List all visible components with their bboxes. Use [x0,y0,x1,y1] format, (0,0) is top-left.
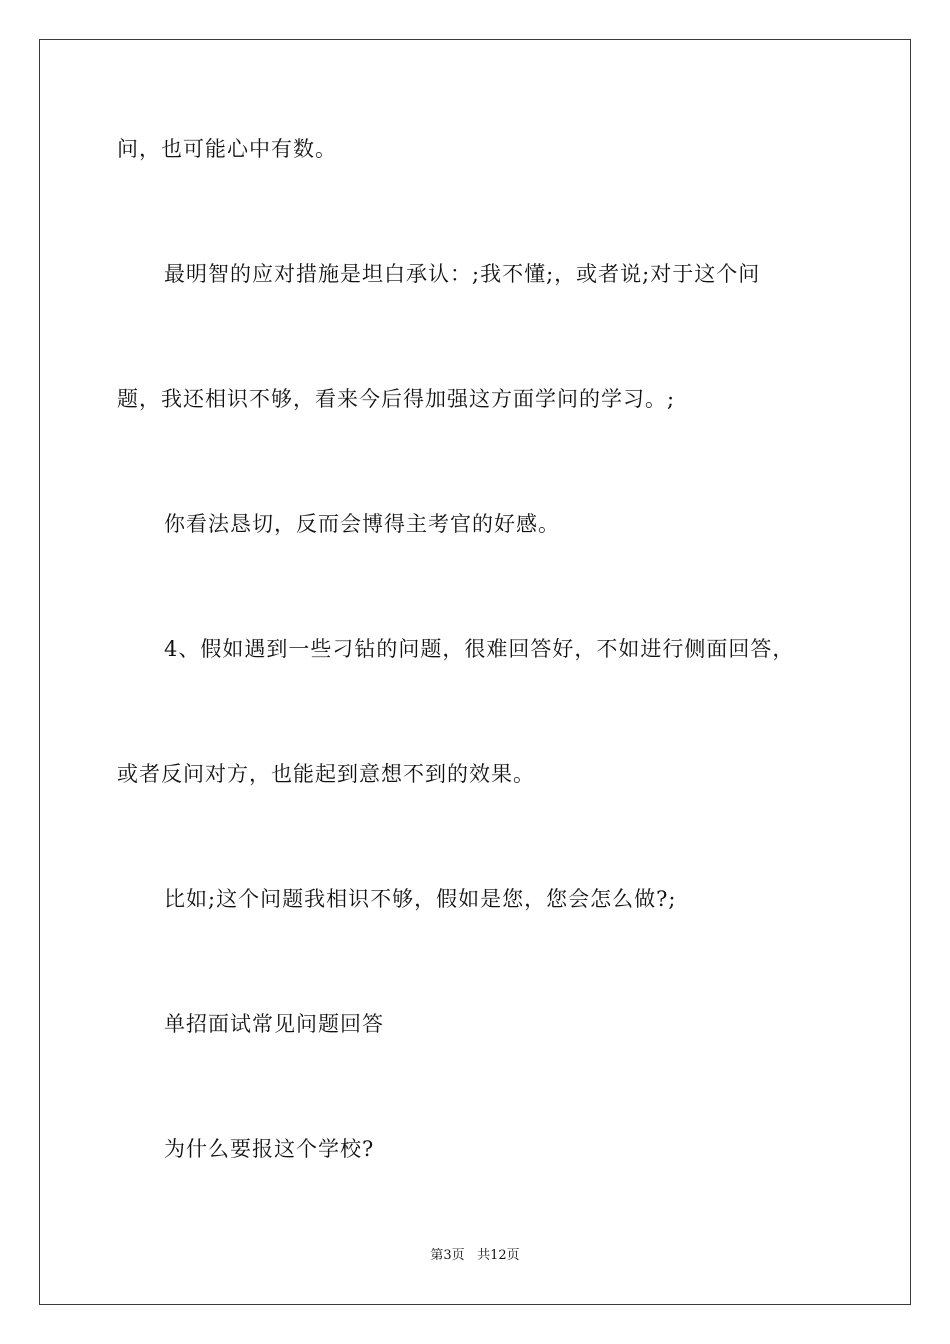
text-line-point-4-cont: 或者反问对方，也能起到意想不到的效果。 [117,762,535,786]
question-line: 为什么要报这个学校? [164,1137,375,1161]
text-line-example: 比如;这个问题我相识不够，假如是您，您会怎么做?; [164,887,677,911]
section-heading: 单招面试常见问题回答 [164,1012,384,1036]
page-number: 第3页 [430,1248,465,1263]
text-line-admit-advice-cont: 题，我还相识不够，看来今后得加强这方面学问的学习。; [117,387,676,411]
text-line-point-4: 4、假如遇到一些刁钻的问题，很难回答好，不如进行侧面回答， [164,637,795,661]
text-line-continuation: 问，也可能心中有数。 [117,137,337,161]
page-total: 共12页 [477,1248,520,1263]
page-border [39,39,911,1305]
page-footer [0,1247,950,1265]
text-line-admit-advice: 最明智的应对措施是坦白承认：;我不懂;，或者说;对于这个问 [164,262,761,286]
text-line-sincere-attitude: 你看法恳切，反而会博得主考官的好感。 [164,512,560,536]
